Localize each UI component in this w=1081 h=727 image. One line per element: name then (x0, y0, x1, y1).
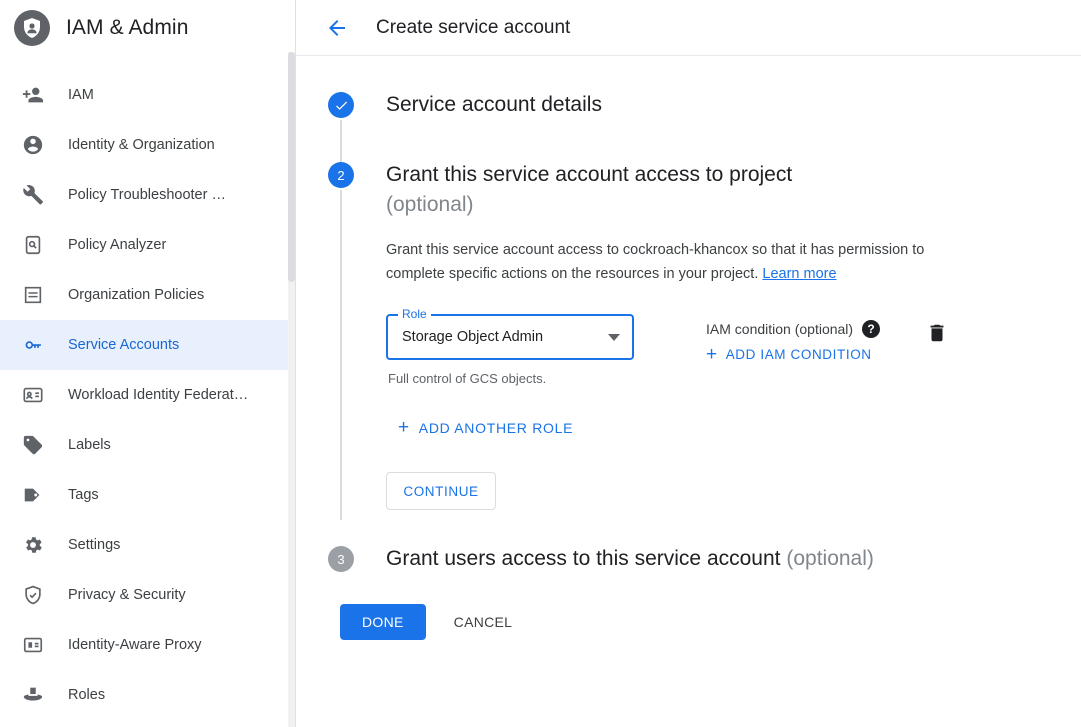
sidebar-item-label: Policy Analyzer (68, 237, 167, 253)
sidebar-item-labels[interactable] (0, 420, 295, 470)
sidebar-item-policy-analyzer[interactable] (0, 220, 295, 270)
arrow-back-icon[interactable] (324, 15, 350, 41)
sidebar-item-tags[interactable] (0, 470, 295, 520)
step-connector (340, 190, 342, 520)
sidebar-item-label: Organization Policies (68, 287, 205, 303)
role-hint: Full control of GCS objects. (388, 371, 547, 386)
sidebar-item-label: Settings (68, 537, 121, 553)
sidebar-scrollbar-thumb[interactable] (288, 52, 295, 282)
role-select[interactable] (386, 307, 634, 360)
sidebar-item-label: Labels (68, 437, 111, 453)
list-document-icon (22, 284, 44, 306)
sidebar (0, 0, 296, 727)
chevron-down-icon[interactable] (608, 334, 620, 341)
step-1-heading[interactable]: Service account details (386, 93, 602, 116)
continue-button[interactable]: CONTINUE (386, 472, 496, 510)
step-2-badge: 2 (328, 162, 354, 188)
step-2-heading-text: Grant this service account access to project (386, 163, 793, 186)
step-gutter (296, 90, 386, 144)
service-account-icon (22, 334, 44, 356)
role-select-label: Role (398, 307, 431, 321)
step-gutter (296, 544, 386, 574)
add-iam-condition-label: ADD IAM CONDITION (725, 347, 872, 362)
id-card-icon (22, 384, 44, 406)
step-grant-users-access (296, 544, 1081, 574)
step-3-heading-optional: (optional) (786, 547, 874, 570)
step-2-description (386, 238, 986, 286)
done-button[interactable]: DONE (340, 604, 426, 640)
shield-check-icon (22, 584, 44, 606)
step-1-body (386, 90, 1081, 144)
iam-condition-block (706, 314, 880, 365)
document-search-icon (22, 234, 44, 256)
page-title: Create service account (376, 16, 571, 38)
sidebar-item-label: Workload Identity Federat… (68, 387, 249, 403)
person-add-icon (22, 84, 44, 106)
main-header (296, 0, 1081, 56)
sidebar-item-label: IAM (68, 87, 94, 103)
sidebar-item-label: Privacy & Security (68, 587, 186, 603)
trash-icon (926, 331, 948, 348)
sidebar-item-label: Policy Troubleshooter … (68, 187, 226, 203)
sidebar-item-label: Roles (68, 687, 106, 703)
plus-icon: + (398, 417, 410, 438)
cancel-button[interactable]: CANCEL (438, 604, 529, 640)
sidebar-item-identity-organization[interactable] (0, 120, 295, 170)
role-select-value: Storage Object Admin (402, 329, 544, 345)
sidebar-item-roles[interactable] (0, 670, 295, 720)
sidebar-item-settings[interactable] (0, 520, 295, 570)
step-2-heading (386, 160, 1061, 220)
sidebar-item-workload-identity-federation[interactable] (0, 370, 295, 420)
step-1-badge (328, 92, 354, 118)
step-service-account-details (296, 90, 1081, 144)
sidebar-item-label: Identity-Aware Proxy (68, 637, 202, 653)
step-gutter (296, 160, 386, 510)
iam-condition-label: IAM condition (optional) (706, 321, 854, 337)
tag-icon (22, 434, 44, 456)
stepper-content (296, 56, 1081, 640)
step-3-badge: 3 (328, 546, 354, 572)
step-2-description-text: Grant this service account access to cockroach-khancox so that it has permission to complete specific actions on the resources in your project. (386, 242, 925, 282)
account-circle-icon (22, 134, 44, 156)
sidebar-item-identity-aware-proxy[interactable] (0, 620, 295, 670)
role-row (386, 307, 1061, 386)
step-2-body (386, 160, 1081, 510)
add-iam-condition-button[interactable] (706, 343, 880, 365)
sidebar-header (0, 0, 295, 56)
help-icon[interactable]: ? (862, 320, 880, 338)
sidebar-item-policy-troubleshooter[interactable] (0, 170, 295, 220)
sidebar-item-iam[interactable] (0, 70, 295, 120)
sidebar-scrollbar[interactable] (288, 52, 295, 727)
sidebar-item-label: Service Accounts (68, 337, 180, 353)
hat-icon (22, 684, 44, 706)
wrench-icon (22, 184, 44, 206)
step-3-heading-text: Grant users access to this service account (386, 547, 781, 570)
sidebar-item-service-accounts[interactable] (0, 320, 295, 370)
step-3-heading[interactable] (386, 544, 1061, 574)
step-3-body (386, 544, 1081, 574)
sidebar-nav (0, 70, 295, 720)
sidebar-item-privacy-security[interactable] (0, 570, 295, 620)
plus-icon: + (706, 343, 718, 365)
step-grant-access-to-project (296, 160, 1081, 510)
iam-condition-label-row (706, 320, 880, 338)
footer-actions (296, 604, 1081, 640)
proxy-icon (22, 634, 44, 656)
sidebar-item-organization-policies[interactable] (0, 270, 295, 320)
step-2-heading-optional: (optional) (386, 193, 474, 216)
sidebar-item-label: Tags (68, 487, 99, 503)
sidebar-item-label: Identity & Organization (68, 137, 215, 153)
add-another-role-label: ADD ANOTHER ROLE (418, 420, 574, 436)
tags-icon (22, 484, 44, 506)
gear-icon (22, 534, 44, 556)
sidebar-title: IAM & Admin (66, 16, 189, 39)
main-panel (296, 0, 1081, 727)
role-field (386, 307, 634, 386)
delete-role-button[interactable] (926, 314, 948, 349)
add-another-role-button[interactable] (398, 417, 1061, 438)
shield-person-icon (14, 10, 50, 46)
learn-more-link[interactable]: Learn more (762, 266, 837, 282)
